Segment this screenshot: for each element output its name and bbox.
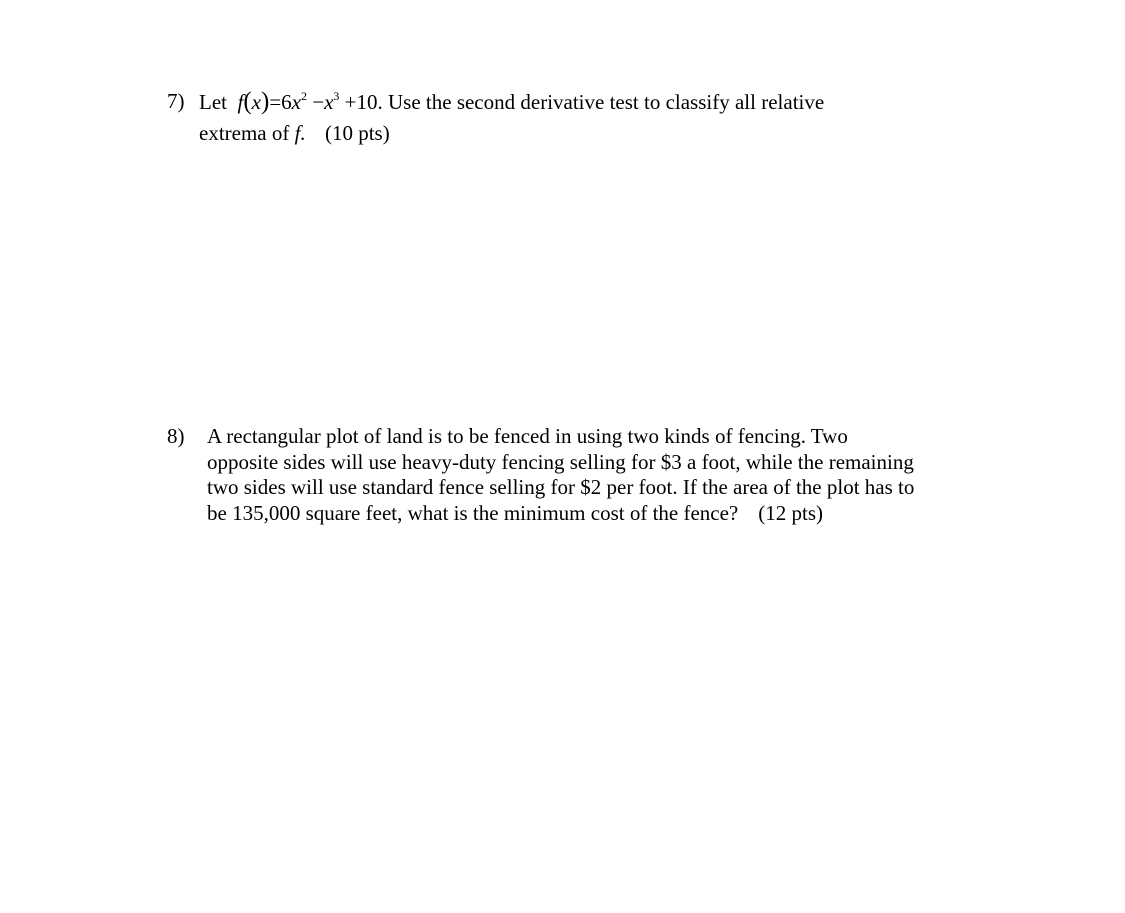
problem-line: A rectangular plot of land is to be fenced in using two kinds of fencing. Two (207, 424, 848, 448)
function-expression: $f(x)=6x^2 -x^3 +10$. (237, 88, 383, 115)
exponent: 3 (333, 89, 340, 103)
problem-number: 8) (167, 424, 185, 448)
problem-statement (199, 86, 1027, 149)
problem-8 (167, 424, 1027, 526)
instruction-text: extrema of (199, 121, 290, 145)
function-name: f (237, 90, 244, 114)
x-term: x (324, 90, 334, 114)
intro-word: Let (199, 90, 227, 114)
problem-statement (207, 424, 967, 526)
constant-term: +10. (344, 90, 383, 114)
problem-line: two sides will use standard fence selling for $2 per foot. If the area of the plot has to (207, 475, 915, 499)
coef-term: 6x (281, 90, 301, 114)
minus-sign: − (312, 90, 325, 114)
function-name: f. (294, 121, 306, 145)
function-variable: x (251, 90, 261, 114)
points-label: (10 pts) (324, 121, 390, 145)
problem-7 (167, 86, 1027, 149)
instruction-text: Use the second derivative test to classify all relative (388, 90, 825, 114)
problem-line-text: be 135,000 square feet, what is the minimum cost of the fence? (207, 500, 739, 525)
problem-number: 7) (167, 89, 185, 113)
problem-line (207, 501, 967, 527)
problem-line: opposite sides will use heavy-duty fencing selling for $3 a foot, while the remaining (207, 449, 914, 474)
points-label: (12 pts) (758, 500, 824, 525)
problem-line (199, 86, 1027, 118)
exponent: 2 (300, 89, 307, 103)
problem-line (199, 118, 1027, 149)
